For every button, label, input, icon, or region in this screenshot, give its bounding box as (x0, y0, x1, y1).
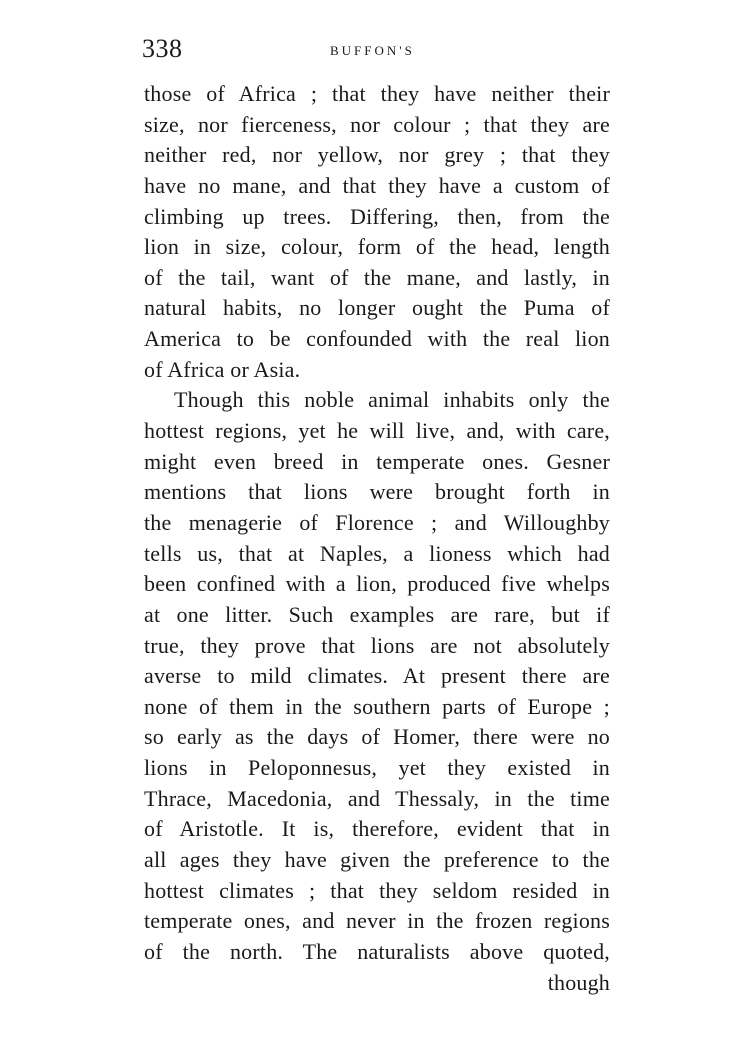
running-head: BUFFON'S (330, 43, 415, 58)
body-text (144, 79, 610, 998)
text-line: temperate ones, and never in the frozen regions (144, 908, 610, 934)
page-header (142, 34, 610, 64)
text-line: none of them in the southern parts of Europe ; (144, 693, 610, 719)
text-line: have no mane, and that they have a custom of (144, 172, 610, 198)
text-line: hottest regions, yet he will live, and, with care, (144, 418, 610, 444)
text-line: so early as the days of Homer, there were no (144, 724, 610, 750)
text-line: climbing up trees. Differing, then, from the (144, 203, 610, 229)
text-line: of the north. The naturalists above quoted, (144, 938, 610, 964)
text-line: all ages they have given the preference to the (144, 847, 610, 873)
text-line: of the tail, want of the mane, and lastly, in (144, 264, 610, 290)
text-line: Thrace, Macedonia, and Thessaly, in the time (144, 785, 610, 811)
text-line: of Aristotle. It is, therefore, evident that in (144, 816, 610, 842)
paragraph-end-line: of Africa or Asia. (144, 356, 301, 382)
text-line: those of Africa ; that they have neither their (144, 81, 610, 106)
text-line: hottest climates ; that they seldom resided in (144, 877, 610, 903)
text-line: averse to mild climates. At present there are (144, 663, 610, 689)
text-line: at one litter. Such examples are rare, but if (144, 601, 610, 627)
text-line: lion in size, colour, form of the head, length (144, 234, 610, 260)
text-line: mentions that lions were brought forth in (144, 479, 610, 505)
text-line: the menagerie of Florence ; and Willoughby (144, 509, 610, 535)
text-line: true, they prove that lions are not absolutely (144, 632, 610, 658)
paragraph-start-line: Though this noble animal inhabits only the (174, 387, 610, 413)
text-line: natural habits, no longer ought the Puma of (144, 295, 610, 321)
text-line: size, nor fierceness, nor colour ; that they are (144, 111, 610, 137)
page-number: 338 (142, 34, 183, 63)
text-line: America to be confounded with the real lion (144, 326, 610, 352)
text-line: tells us, that at Naples, a lioness which had (144, 540, 610, 566)
text-line: neither red, nor yellow, nor grey ; that they (144, 142, 610, 168)
catchword: though (547, 969, 610, 995)
text-line: lions in Peloponnesus, yet they existed in (144, 755, 610, 781)
text-line: might even breed in temperate ones. Gesner (144, 448, 610, 474)
text-line: been confined with a lion, produced five whelps (144, 571, 610, 597)
